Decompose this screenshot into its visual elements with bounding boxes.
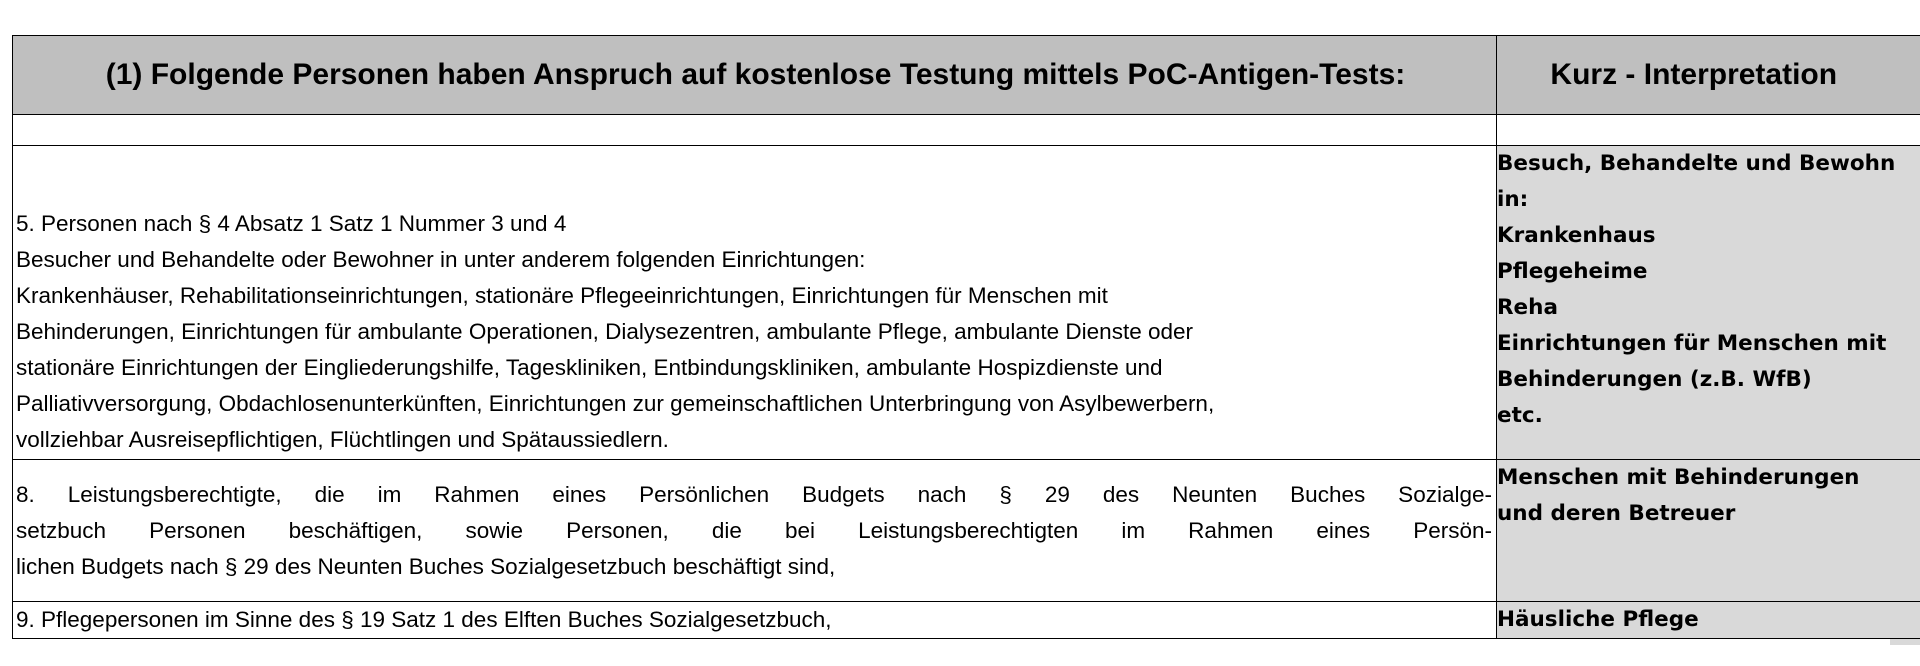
description-line: lichen Budgets nach § 29 des Neunten Buches Sozialgesetzbuch beschäftigt sind, <box>16 554 836 579</box>
interpretation-cell[interactable] <box>1497 146 1920 460</box>
description-line: setzbuch Personen beschäftigen, sowie Personen, die bei Leistungsberechtigten im Rahmen eines Persön- <box>16 518 1492 543</box>
interpretation-line: Menschen mit Behinderungen <box>1497 465 1860 490</box>
description-cell[interactable] <box>13 460 1497 602</box>
description-cell[interactable] <box>13 602 1497 639</box>
interpretation-line: Krankenhaus <box>1497 223 1656 248</box>
interpretation-cell[interactable] <box>1497 460 1920 602</box>
description-line: 5. Personen nach § 4 Absatz 1 Satz 1 Nummer 3 und 4 <box>16 211 567 236</box>
description-line: 8. Leistungsberechtigte, die im Rahmen eines Persönlichen Budgets nach § 29 des Neunten Buches Sozialge- <box>16 482 1492 507</box>
header-right-cell[interactable] <box>1497 36 1920 115</box>
description-line: Behinderungen, Einrichtungen für ambulante Operationen, Dialysezentren, ambulante Pflege, ambulante Dienste oder <box>16 319 1193 344</box>
interpretation-line: Reha <box>1497 295 1558 320</box>
description-line: Besucher und Behandelte oder Bewohner in unter anderem folgenden Einrichtungen: <box>16 247 866 272</box>
description-cell[interactable] <box>13 146 1497 460</box>
spacer-left-cell[interactable] <box>13 115 1497 146</box>
description-line: stationäre Einrichtungen der Eingliederungshilfe, Tageskliniken, Entbindungskliniken, ambulante Hospizdienste und <box>16 355 1163 380</box>
description-line: 9. Pflegepersonen im Sinne des § 19 Satz 1 des Elften Buches Sozialgesetzbuch, <box>16 607 832 632</box>
header-row <box>13 36 1920 115</box>
description-line: Krankenhäuser, Rehabilitationseinrichtungen, stationäre Pflegeeinrichtungen, Einrichtungen für Menschen mit <box>16 283 1108 308</box>
spacer-right-cell[interactable] <box>1497 115 1920 146</box>
header-right-title: Kurz - Interpretation <box>1550 58 1838 91</box>
interpretation-line: Behinderungen (z.B. WfB) <box>1497 367 1812 392</box>
table-row <box>13 146 1920 460</box>
interpretation-line: in: <box>1497 187 1529 212</box>
header-left-title: (1) Folgende Personen haben Anspruch auf kostenlose Testung mittels PoC-Antigen-Tests: <box>105 58 1406 91</box>
interpretation-line: Besuch, Behandelte und Bewohn <box>1497 151 1896 176</box>
table-row <box>13 602 1920 639</box>
spreadsheet-table <box>12 35 1920 645</box>
description-line: Palliativversorgung, Obdachlosenunterkünften, Einrichtungen zur gemeinschaftlichen Unterbringung von Asylbewerbern, <box>16 391 1215 416</box>
table-row <box>13 460 1920 602</box>
entitlement-table <box>12 35 1920 639</box>
interpretation-cell[interactable] <box>1497 602 1920 639</box>
header-left-cell[interactable] <box>13 36 1497 115</box>
spacer-row <box>13 115 1920 146</box>
interpretation-line: und deren Betreuer <box>1497 501 1736 526</box>
interpretation-line: etc. <box>1497 403 1543 428</box>
interpretation-line: Häusliche Pflege <box>1497 607 1699 632</box>
interpretation-line: Pflegeheime <box>1497 259 1648 284</box>
description-line: vollziehbar Ausreisepflichtigen, Flüchtlingen und Spätaussiedlern. <box>16 427 669 452</box>
interpretation-line: Einrichtungen für Menschen mit <box>1497 331 1887 356</box>
